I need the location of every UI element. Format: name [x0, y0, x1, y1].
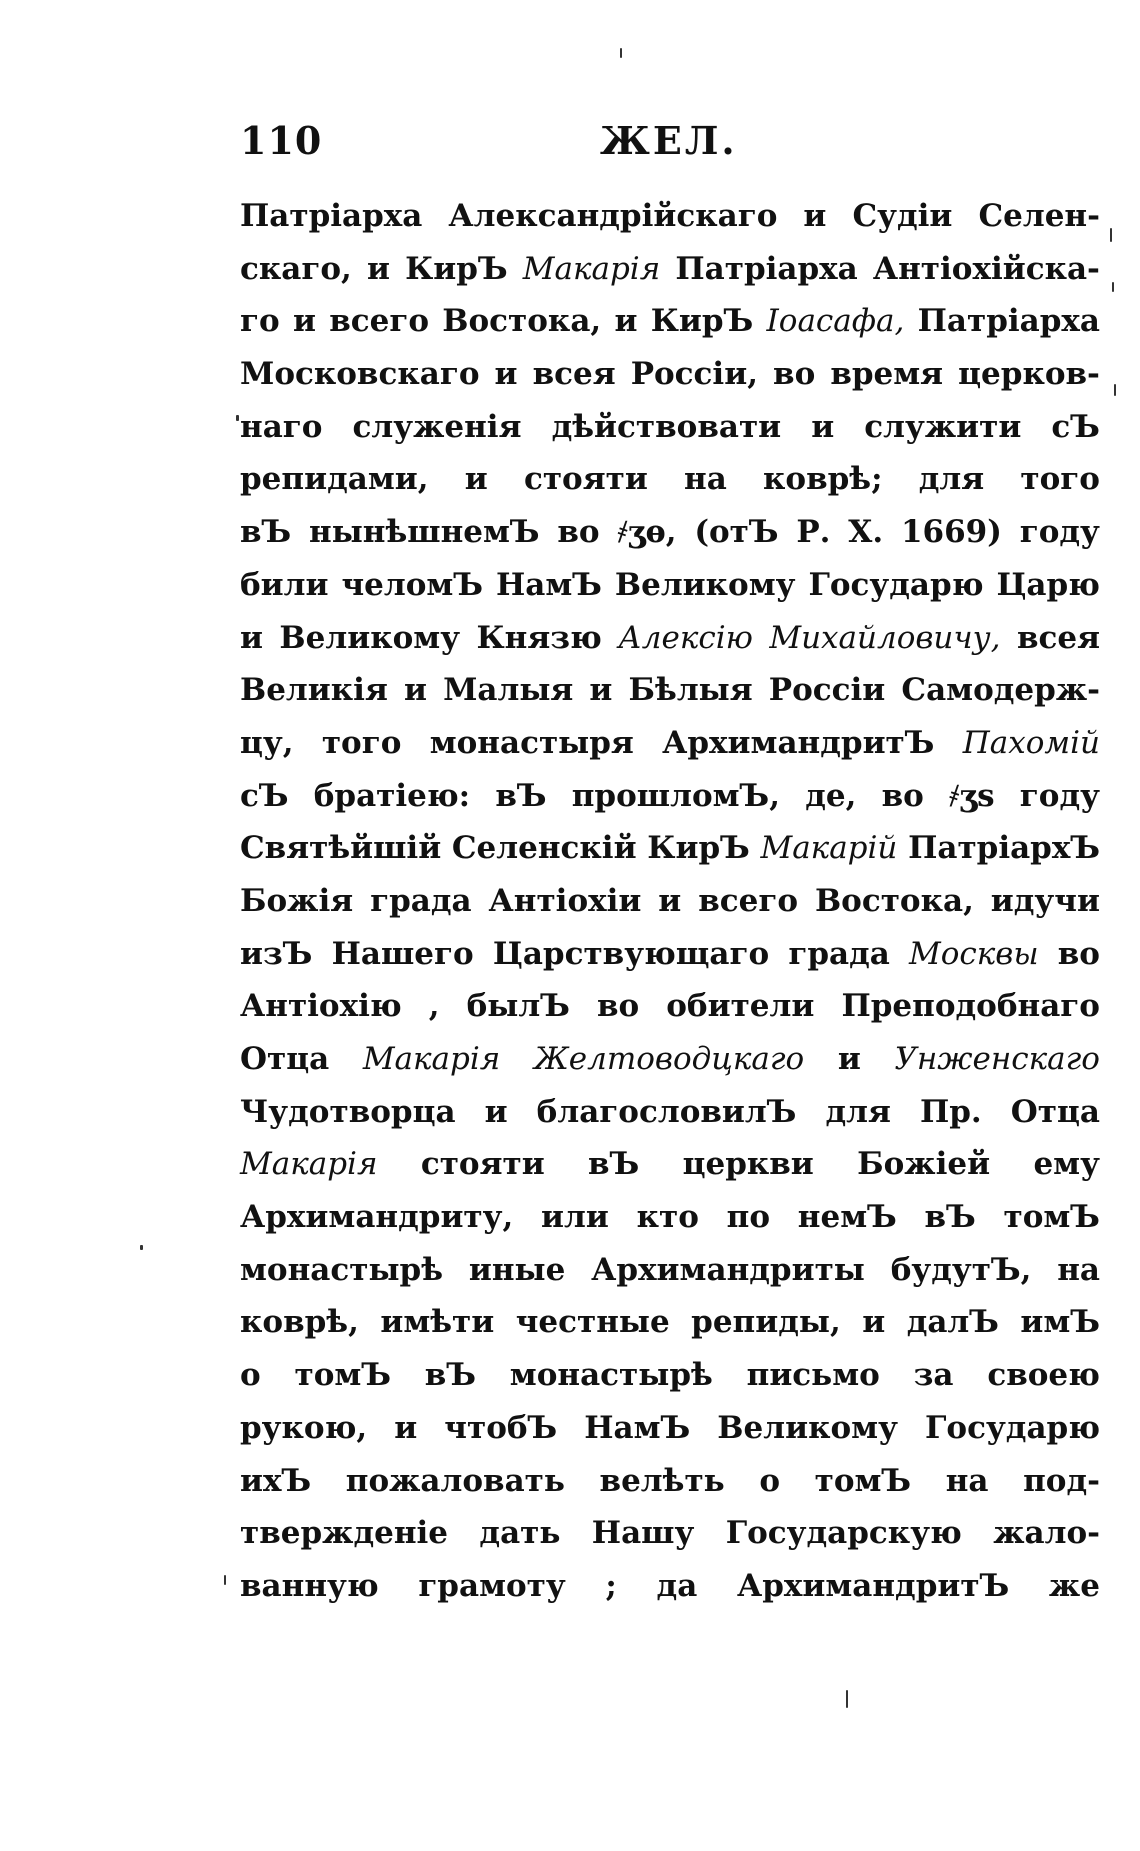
- word: и: [589, 672, 613, 709]
- scan-speck: [140, 1245, 143, 1250]
- page-number: 110: [240, 118, 323, 163]
- word: Россіи: [768, 672, 886, 709]
- word: Великому: [614, 566, 796, 603]
- word: пожаловать: [345, 1462, 565, 1499]
- word: время: [830, 356, 944, 393]
- text-line: [240, 1304, 1100, 1357]
- word: Архимандриту,: [240, 1199, 514, 1236]
- text-line: [240, 1252, 1100, 1305]
- word: Р.: [796, 514, 831, 551]
- word: били: [240, 566, 329, 603]
- word: во: [596, 988, 640, 1025]
- word: Отца: [1010, 1093, 1100, 1130]
- word: и: [366, 250, 390, 287]
- word: служенія: [352, 408, 522, 445]
- word: церкви: [682, 1146, 814, 1183]
- word: Бѣлыя: [628, 672, 753, 709]
- text-line: [240, 251, 1100, 304]
- scan-speck: [236, 415, 239, 421]
- word: своею: [987, 1357, 1100, 1394]
- text-line: [240, 1568, 1100, 1621]
- text-line: [240, 409, 1100, 462]
- word: Государю: [808, 566, 984, 603]
- text-line: [240, 936, 1100, 989]
- word: Божіей: [857, 1146, 991, 1183]
- word: Князю: [476, 619, 602, 656]
- word: изЪ: [240, 935, 313, 972]
- scan-speck: [1112, 282, 1114, 292]
- word: за: [913, 1357, 954, 1394]
- word: Божія: [240, 882, 354, 919]
- word: Преподобнаго: [841, 988, 1100, 1025]
- word: репидами,: [240, 461, 429, 498]
- word: или: [541, 1199, 609, 1236]
- word: томЪ: [814, 1462, 912, 1499]
- word: Востока,: [442, 303, 602, 340]
- word: на: [684, 461, 727, 498]
- word: чтобЪ: [444, 1409, 558, 1446]
- word: иные: [468, 1251, 566, 1288]
- word: и: [403, 672, 427, 709]
- scan-speck: [1114, 384, 1116, 396]
- text-line: [240, 1094, 1100, 1147]
- text-line: [240, 356, 1100, 409]
- word: АрхимандритЪ: [662, 724, 935, 761]
- text-line: [240, 1410, 1100, 1463]
- word: для: [918, 461, 985, 498]
- word: для: [825, 1093, 891, 1130]
- italic-word: Іоасафа,: [766, 303, 905, 340]
- word: всея: [532, 356, 616, 393]
- word: вЪ: [588, 1146, 640, 1183]
- word: о: [240, 1357, 261, 1394]
- word: и: [484, 1093, 508, 1130]
- italic-word: Алексію: [618, 619, 753, 656]
- word: Малыя: [443, 672, 574, 709]
- text-line: [240, 1515, 1100, 1568]
- text-line: [240, 620, 1100, 673]
- italic-word: Желтоводцкаго: [533, 1041, 805, 1077]
- word: репиды,: [691, 1304, 841, 1341]
- word: КирЪ: [650, 303, 754, 340]
- word: ,: [428, 988, 440, 1025]
- word: ҂ӡѳ,: [617, 514, 677, 551]
- text-line: [240, 988, 1100, 1041]
- word: да: [656, 1567, 698, 1604]
- word: 1669): [900, 514, 1002, 551]
- text-line: [240, 461, 1100, 514]
- word: служити: [864, 408, 1022, 445]
- word: цу,: [240, 724, 294, 761]
- word: на: [945, 1462, 989, 1499]
- word: и: [837, 1041, 861, 1077]
- word: того: [321, 724, 402, 761]
- word: вЪ: [924, 1199, 976, 1236]
- word: ПатріархЪ: [908, 830, 1100, 867]
- word: Антіохіи: [488, 882, 642, 919]
- text-line: [240, 830, 1100, 883]
- text-line: [240, 778, 1100, 831]
- word: благословилЪ: [536, 1093, 797, 1130]
- word: монастыря: [429, 724, 634, 761]
- word: того: [1020, 461, 1100, 498]
- word: Царю: [996, 566, 1100, 603]
- word: вЪ: [495, 777, 547, 814]
- word: стояти: [420, 1146, 545, 1183]
- text-line: [240, 725, 1100, 778]
- word: Самодерж-: [901, 672, 1100, 709]
- word: ихЪ: [240, 1462, 312, 1499]
- word: честные: [515, 1304, 670, 1341]
- page-header: [240, 118, 1100, 178]
- word: Государю: [924, 1409, 1100, 1446]
- word: Селенскій: [451, 830, 637, 867]
- word: твержденіе: [240, 1515, 449, 1552]
- word: кто: [636, 1199, 699, 1236]
- word: Нашего: [331, 935, 474, 972]
- italic-word: Михайловичу,: [769, 619, 1001, 656]
- word: Чудотворца: [240, 1093, 456, 1130]
- word: томЪ: [294, 1357, 391, 1394]
- word: Судіи: [852, 198, 953, 234]
- text-line: [240, 672, 1100, 725]
- italic-word: Москвы: [909, 935, 1039, 972]
- word: и: [803, 198, 827, 234]
- word: идучи: [990, 882, 1100, 919]
- word: града: [788, 935, 890, 972]
- word: Россіи,: [630, 356, 758, 393]
- word: АрхимандритЪ: [736, 1567, 1010, 1604]
- word: всего: [698, 882, 799, 919]
- word: грамоту: [418, 1567, 566, 1604]
- word: под-: [1023, 1462, 1100, 1499]
- word: КирЪ: [647, 830, 750, 867]
- word: Великому: [717, 1409, 898, 1446]
- word: Государскую: [725, 1515, 962, 1552]
- word: и: [292, 303, 316, 340]
- word: Патріарха: [675, 250, 858, 287]
- word: ему: [1033, 1146, 1100, 1183]
- word: во: [557, 514, 600, 551]
- scan-speck: [1110, 228, 1112, 242]
- word: всея: [1016, 619, 1100, 656]
- word: по: [726, 1199, 771, 1236]
- word: Отца: [240, 1041, 330, 1077]
- word: Антіохійска-: [872, 250, 1100, 287]
- word: Нашу: [591, 1515, 695, 1552]
- word: Патріарха: [240, 198, 423, 234]
- word: стояти: [523, 461, 648, 498]
- word: монастырѣ: [509, 1357, 713, 1394]
- scan-speck: [620, 48, 622, 58]
- word: и: [862, 1304, 886, 1341]
- word: челомЪ: [341, 566, 484, 603]
- word: письмо: [746, 1357, 880, 1394]
- word: (отЪ: [694, 514, 779, 551]
- word: Востока,: [814, 882, 974, 919]
- word: монастырѣ: [240, 1251, 444, 1288]
- word: и: [394, 1409, 418, 1446]
- word: и: [494, 356, 518, 393]
- text-line: [240, 1041, 1100, 1094]
- word: дѣйствовати: [551, 408, 782, 445]
- text-line: [240, 883, 1100, 936]
- word: сЪ: [240, 777, 289, 814]
- word: Пр.: [919, 1093, 982, 1130]
- word: былЪ: [466, 988, 570, 1025]
- word: году: [1019, 777, 1100, 814]
- running-head: ЖЕЛ.: [600, 118, 738, 163]
- word: ;: [605, 1567, 617, 1604]
- word: и: [614, 303, 638, 340]
- word: велѣть: [599, 1462, 725, 1499]
- word: во: [773, 356, 816, 393]
- word: града: [370, 882, 472, 919]
- text-line: [240, 303, 1100, 356]
- body-text: [240, 198, 1100, 1621]
- text-line: [240, 1199, 1100, 1252]
- text-line: [240, 1357, 1100, 1410]
- word: на: [1057, 1251, 1100, 1288]
- word: братіею:: [313, 777, 471, 814]
- text-line: [240, 514, 1100, 567]
- word: во: [1057, 935, 1100, 972]
- word: и: [658, 882, 682, 919]
- word: скаго,: [240, 250, 352, 287]
- word: немЪ: [797, 1199, 897, 1236]
- word: Александрійскаго: [448, 198, 778, 234]
- word: во: [881, 777, 924, 814]
- word: и: [811, 408, 835, 445]
- word: нынѣшнемЪ: [309, 514, 540, 551]
- italic-word: Макарія: [522, 250, 661, 287]
- word: сЪ: [1051, 408, 1100, 445]
- word: имѣти: [380, 1304, 495, 1341]
- italic-word: Пахомій: [962, 724, 1100, 761]
- word: церков-: [958, 356, 1100, 393]
- word: жало-: [993, 1515, 1100, 1552]
- word: прошломЪ,: [571, 777, 781, 814]
- word: ванную: [240, 1567, 379, 1604]
- word: рукою,: [240, 1409, 368, 1446]
- word: же: [1048, 1567, 1100, 1604]
- word: обители: [666, 988, 815, 1025]
- text-line: [240, 1463, 1100, 1516]
- word: Селен-: [978, 198, 1100, 234]
- word: вЪ: [240, 514, 292, 551]
- word: Царствующаго: [492, 935, 770, 972]
- word: имЪ: [1020, 1304, 1100, 1341]
- word: НамЪ: [584, 1409, 691, 1446]
- word: Х.: [848, 514, 884, 551]
- word: го: [240, 303, 280, 340]
- word: Антіохію: [240, 988, 402, 1025]
- word: Архимандриты: [591, 1251, 865, 1288]
- italic-word: Макарій: [760, 830, 898, 867]
- word: году: [1019, 514, 1100, 551]
- scan-speck: [846, 1690, 848, 1708]
- word: всего: [329, 303, 430, 340]
- text-line: [240, 567, 1100, 620]
- scan-speck: [224, 1575, 226, 1585]
- word: и: [464, 461, 488, 498]
- text-line: [240, 1146, 1100, 1199]
- word: томЪ: [1003, 1199, 1100, 1236]
- word: далЪ: [906, 1304, 999, 1341]
- text-line: [240, 198, 1100, 251]
- word: КирЪ: [405, 250, 508, 287]
- word: Патріарха: [917, 303, 1100, 340]
- word: Великому: [279, 619, 461, 656]
- word: наго: [240, 408, 323, 445]
- word: Святѣйшій: [240, 830, 442, 867]
- word: ҂ӡѕ: [949, 777, 995, 814]
- word: НамЪ: [495, 566, 602, 603]
- word: де,: [805, 777, 857, 814]
- word: Московскаго: [240, 356, 480, 393]
- word: коврѣ;: [763, 461, 883, 498]
- word: коврѣ,: [240, 1304, 359, 1341]
- word: и: [240, 619, 263, 656]
- italic-word: Унженскаго: [894, 1041, 1100, 1077]
- word: дать: [479, 1515, 561, 1552]
- word: будутЪ,: [890, 1251, 1032, 1288]
- italic-word: Макарія: [240, 1146, 378, 1183]
- italic-word: Макарія: [362, 1041, 501, 1077]
- word: Великія: [240, 672, 388, 709]
- word: о: [759, 1462, 780, 1499]
- word: вЪ: [424, 1357, 476, 1394]
